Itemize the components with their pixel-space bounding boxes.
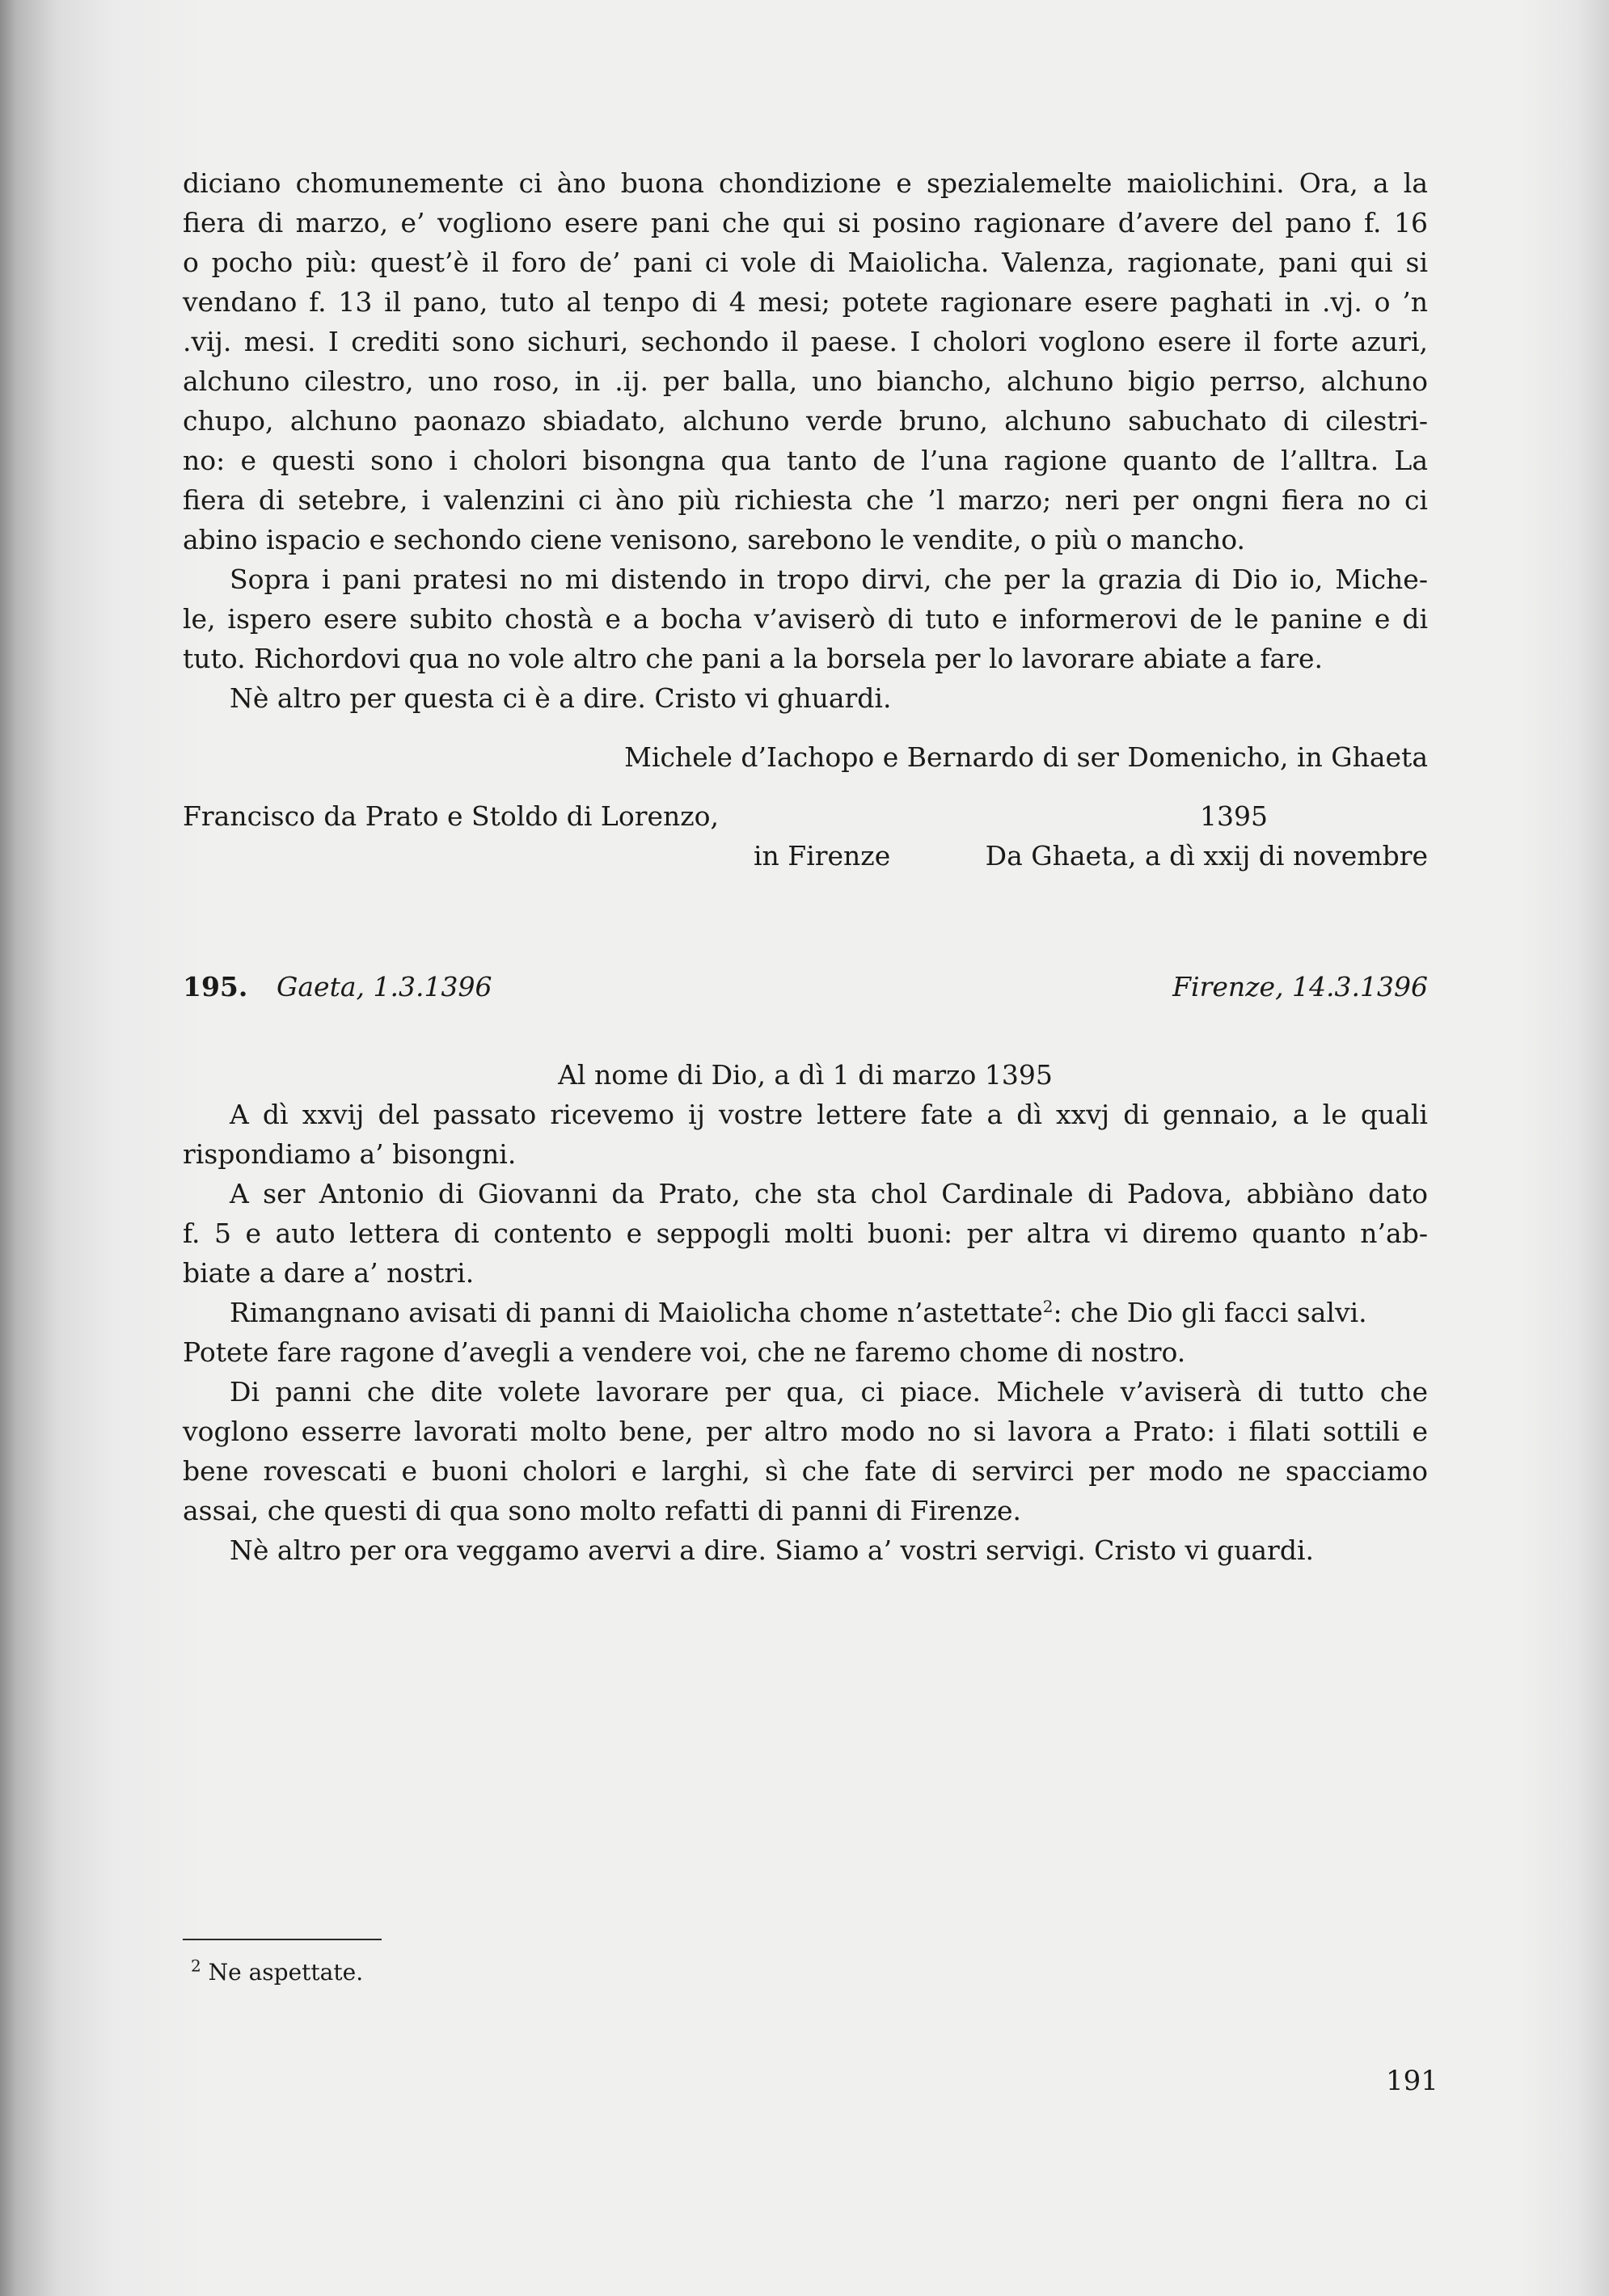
footnote xyxy=(191,1956,363,1989)
text-line: vendano f. 13 il pano, tuto al tenpo di 4 mesi; potete ragionare esere paghati in .vj. o ’n xyxy=(183,286,1428,318)
text-line: rispondiamo a’ bisongni. xyxy=(183,1138,517,1170)
footnote-reference[interactable]: 2 xyxy=(1042,1297,1054,1316)
footnote-mark: 2 xyxy=(191,1956,201,1976)
recipients: Franciscо da Prato e Stoldo di Lorenzo, xyxy=(183,800,720,832)
text-line: tuto. Richordovi qua no vole altro che pani a la borsela per lo lavorare abiate a fare. xyxy=(183,643,1324,674)
text-line: le, ispero esere subito chostà e a bocha v’aviserò di tuto e informerovi de le panine e di xyxy=(183,603,1428,635)
year: 1395 xyxy=(1200,800,1268,832)
closing-line: Nè altro per ora veggamo avervi a dire. Siamo a’ vostri servigi. Cristo vi guardi. xyxy=(230,1534,1314,1566)
text-line: chupo, alchuno paonazo sbiadato, alchuno verde bruno, alchuno sabuchato di cilestri- xyxy=(183,405,1428,437)
main-text xyxy=(183,163,1428,1570)
spacer xyxy=(183,876,1428,964)
footnote-text: Ne aspettate. xyxy=(208,1959,364,1986)
signature: Michele d’Iachopo e Bernardo di ser Domenicho, in Ghaeta xyxy=(624,741,1428,773)
address-row-1 xyxy=(183,796,1428,836)
text-line: Sopra i pani pratesi no mi distendo in tropo dirvi, che per la grazia di Dio io, Miche- xyxy=(230,563,1428,595)
spacer xyxy=(183,718,1428,737)
text-line: A ser Antonio di Giovanni da Prato, che sta chol Cardinale di Padova, abbiàno dato xyxy=(230,1178,1428,1209)
text-line: alchuno cilestro, uno roso, in .ij. per balla, uno biancho, alchuno bigio perrso, alchuno xyxy=(183,365,1428,397)
invocation: Al nome di Dio, a dì 1 di marzo 1395 xyxy=(558,1059,1053,1091)
text-line xyxy=(183,1293,1428,1332)
paragraph-sopra xyxy=(183,559,1428,678)
text-line: fiera di marzo, e’ vogliono esere pani che qui si posino ragionare d’avere del pano f. 16 xyxy=(183,207,1428,238)
text-line: o pocho più: quest’è il foro de’ pani ci vole di Maiolicha. Valenza, ragionate, pani qui si xyxy=(183,247,1428,278)
paragraph-top xyxy=(183,163,1428,559)
text-segment: Rimangnano avisati di panni di Maiolicha chome n’astettate xyxy=(230,1297,1043,1328)
letter-number: 195. xyxy=(183,971,248,1002)
text-line: diciano chomunemente ci àno buona chondizione e spezialemelte maiolichini. Ora, a la xyxy=(183,167,1428,199)
spacer xyxy=(183,777,1428,796)
paragraph-c xyxy=(183,1293,1428,1372)
text-line: Potete fare ragone d’avegli a vendere voi, che ne faremo chome di nostro. xyxy=(183,1336,1186,1368)
text-line: voglono esserre lavorati molto bene, per altro modo no si lavora a Prato: i filati sottili e xyxy=(183,1416,1428,1447)
paragraph-a xyxy=(183,1095,1428,1174)
letter-date: Da Ghaeta, a dì xxij di novembre xyxy=(985,840,1428,872)
text-line: biate a dare a’ nostri. xyxy=(183,1257,475,1289)
text-line: abino ispacio e sechondo ciene venisono, sarebono le vendite, o più o mancho. xyxy=(183,524,1246,555)
address-row-2 xyxy=(183,836,1428,876)
letter-destination: Firenze, 14.3.1396 xyxy=(1172,971,1428,1002)
recipient-place: in Firenze xyxy=(754,840,891,872)
paragraph-b xyxy=(183,1174,1428,1293)
text-line: assai, che questi di qua sono molto refatti di panni di Firenze. xyxy=(183,1495,1021,1526)
letter-origin: Gaeta, 1.3.1396 xyxy=(277,971,492,1002)
text-line: f. 5 e auto lettera di contento e seppogli molti buoni: per altra vi diremo quanto n’ab- xyxy=(183,1218,1428,1249)
closing-line: Nè altro per questa ci è a dire. Cristo vi ghuardi. xyxy=(230,682,892,714)
text-line: no: e questi sono i cholori bisongna qua tanto de l’una ragione quanto de l’alltra. La xyxy=(183,445,1428,476)
text-line: A dì xxvij del passato ricevemo ij vostre lettere fate a dì xxvj di gennaio, a le quali xyxy=(230,1099,1428,1130)
paragraph-d xyxy=(183,1372,1428,1530)
page-number: 191 xyxy=(1386,2065,1438,2097)
spacer xyxy=(183,1010,1428,1055)
text-segment: : che Dio gli facci salvi. xyxy=(1053,1297,1367,1328)
text-line: fiera di setebre, i valenzini ci àno più richiesta che ’l marzo; neri per ongni fiera no ci xyxy=(183,484,1428,516)
text-line: Di panni che dite volete lavorare per qua, ci piace. Michele v’aviserà di tutto che xyxy=(230,1376,1428,1408)
text-line: .vij. mesi. I crediti sono sichuri, sechondo il paese. I cholori voglono esere il forte azuri, xyxy=(183,326,1428,357)
letter-heading xyxy=(183,964,1428,1010)
text-line: bene rovescati e buoni cholori e larghi, sì che fate di servirci per modo ne spacciamo xyxy=(183,1455,1428,1487)
footnote-divider xyxy=(183,1939,382,1940)
